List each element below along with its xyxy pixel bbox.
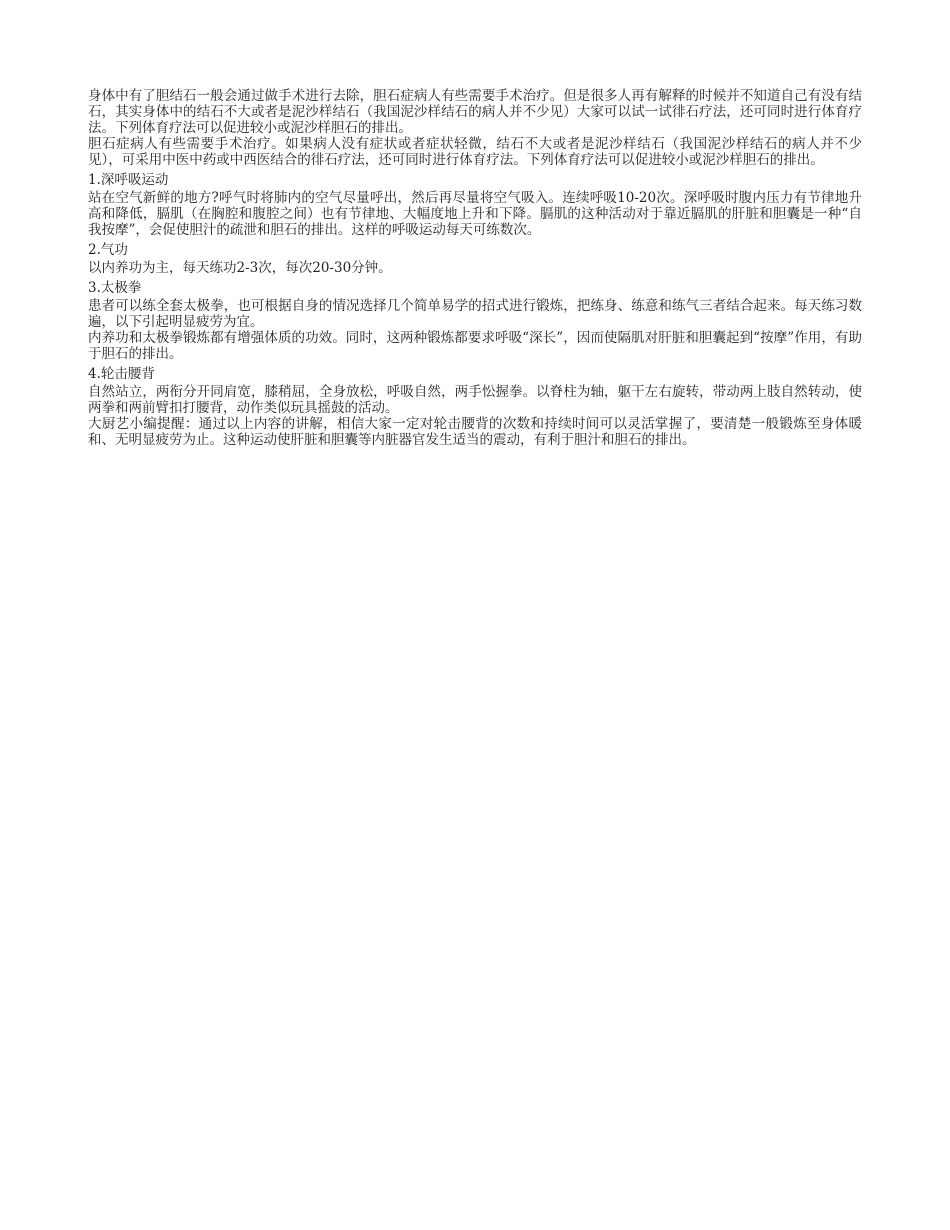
document-page [88, 88, 862, 448]
section-4-body: 自然站立，两衔分开同肩宽，膝稍屈，全身放松，呼吸自然，两手忪握拳。以脊柱为轴，躯干左右旋转，带动两上肢自然转动，使两拳和两前臂扣打腰背，动作类似玩具摇鼓的活动。 [88, 384, 862, 416]
closing-paragraph: 大厨艺小编提醒：通过以上内容的讲解，相信大家一定对轮击腰背的次数和持续时间可以灵活掌握了，要清楚一般锻炼至身体暖和、无明显疲劳为止。这种运动使肝脏和胆囊等内脏器官发生适当的震动，有利于胆汁和胆石的排出。 [88, 416, 862, 448]
section-3-body-2: 内养功和太极拳锻炼都有增强体质的功效。同时，这两种锻炼都要求呼吸“深长”，因而使隔肌对肝脏和胆囊起到“按摩”作用，有助于胆石的排出。 [88, 330, 862, 362]
section-1-body: 站在空气新鲜的地方?呼气时将肺内的空气尽量呼出，然后再尽量将空气吸入。连续呼吸10-20次。深呼吸时腹内压力有节律地升高和降低，膈肌（在胸腔和腹腔之间）也有节律地、大幅度地上升和下降。膈肌的这种活动对于靠近膈肌的肝脏和胆囊是一种“自我按摩”，会促使胆汁的疏泄和胆石的排出。这样的呼吸运动每天可练数次。 [88, 190, 862, 238]
section-2-body: 以内养功为主，每天练功2-3次，每次20-30分钟。 [88, 260, 392, 276]
section-2-heading: 2.气功 [88, 242, 128, 258]
section-1-heading: 1.深呼吸运动 [88, 172, 169, 188]
section-3-heading: 3.太极拳 [88, 280, 142, 296]
intro-paragraph-2: 胆石症病人有些需要手术治疗。如果病人没有症状或者症状轻微，结石不大或者是泥沙样结石（我国泥沙样结石的病人并不少见），可采用中医中药或中西医结合的徘石疗法，还可同时进行体育疗法。下列体育疗法可以促进较小或泥沙样胆石的排出。 [88, 136, 862, 168]
section-4-heading: 4.轮击腰背 [88, 366, 155, 382]
section-3-body-1: 患者可以练全套太极拳，也可根据自身的情况选择几个简单易学的招式进行锻炼，把练身、练意和练气三者结合起来。每天练习数遍，以下引起明显疲劳为宜。 [88, 298, 862, 330]
intro-paragraph-1: 身体中有了胆结石一般会通过做手术进行去除，胆石症病人有些需要手术治疗。但是很多人再有解释的时候并不知道自己有没有结石，其实身体中的结石不大或者是泥沙样结石（我国泥沙样结石的病人并不少见）大家可以试一试徘石疗法，还可同时进行体育疗法。下列体育疗法可以促进较小或泥沙样胆石的排出。 [88, 88, 862, 136]
